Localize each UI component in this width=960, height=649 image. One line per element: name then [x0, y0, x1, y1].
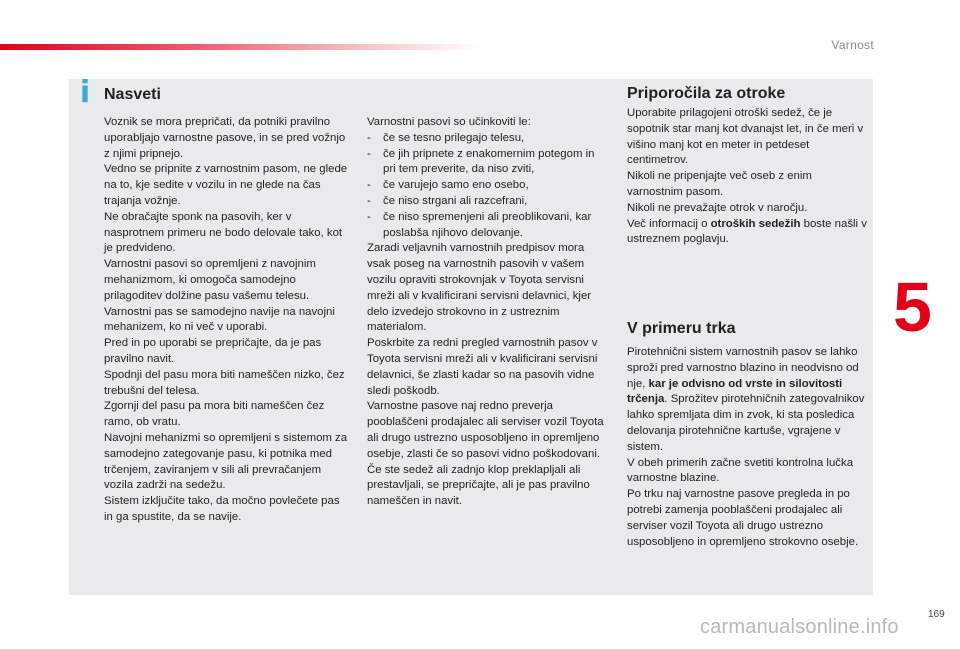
- chapter-number: 5: [893, 268, 932, 346]
- paragraph: Navojni mehanizmi so opremljeni s sistemom za samodejno zategovanje pasu, ki potnika med trčenjem, zaviranjem v sili ali prevračanjem vozila zadrži na sedežu.: [104, 431, 348, 492]
- paragraph: Spodnji del pasu mora biti nameščen nizko, čez trebušni del telesa.: [104, 368, 345, 397]
- paragraph: V obeh primerih začne svetiti kontrolna lučka varnostne blazine.: [627, 456, 854, 485]
- paragraph: [627, 345, 871, 456]
- paragraph: Ne obračajte sponk na pasovih, ker v nasprotnem primeru ne bodo delovale tako, kot je predvideno.: [104, 210, 343, 255]
- reference-link-otroski-sedezi: otroških sedežih: [710, 217, 801, 230]
- paragraph-text: Pirotehnični sistem varnostnih pasov se lahko sproži pred varnostno blazino in neodvisno od nje,: [627, 346, 859, 390]
- heading-nasveti: Nasveti: [104, 86, 161, 103]
- list-dash: -: [367, 179, 371, 192]
- paragraph: Poskrbite za redni pregled varnostnih pasov v Toyota servisni mreži ali v kvalificirani servisni delavnici, še zlasti kadar so na pasovih vidne sledi poškodb.: [367, 337, 598, 397]
- list-item: [367, 210, 607, 242]
- list-item: [367, 131, 607, 147]
- list-item-text: če niso strgani ali razcefrani,: [383, 194, 528, 207]
- header-accent-bar: [0, 44, 480, 50]
- nasveti-column-1: [104, 115, 350, 526]
- list-dash: -: [367, 131, 371, 144]
- otroke-column: [627, 106, 867, 248]
- paragraph: Varnostni pasovi so opremljeni z navojnim mehanizmom, ki omogoča samodejno prilagoditev dolžine pasu vašemu telesu.: [104, 258, 316, 302]
- reference-text: boste našli v ustreznem poglavju.: [627, 217, 867, 246]
- list-item-text: če se tesno prilegajo telesu,: [383, 131, 525, 144]
- paragraph-text: . Sprožitev pirotehničnih zategovalnikov lahko spremljata dim in zvok, ki sta posledica delovanja pirotehnične kartuše, vgrajene v sistem.: [627, 393, 865, 453]
- section-title: Varnost: [831, 38, 874, 52]
- nasveti-column-2: [367, 115, 607, 510]
- page-number: 169: [928, 609, 945, 620]
- list-intro: Varnostni pasovi so učinkoviti le:: [367, 116, 531, 128]
- paragraph: Vedno se pripnite z varnostnim pasom, ne glede na to, kje sedite v vozilu in ne glede na čas trajanja vožnje.: [104, 163, 348, 207]
- reference-text: Več informacij o: [627, 217, 711, 230]
- list-dash: -: [367, 194, 371, 207]
- paragraph: Uporabite prilagojeni otroški sedež, če je sopotnik star manj kot dvanajst let, in če meri v višino manj kot en meter in petdeset centimetrov.: [627, 107, 864, 167]
- list-item-text: če varujejo samo eno osebo,: [383, 179, 529, 192]
- watermark: carmanualsonline.info: [700, 616, 899, 638]
- paragraph: Sistem izključite tako, da močno povlečete pas in ga spustite, da se navije.: [104, 495, 340, 523]
- list-item: [367, 194, 607, 210]
- paragraph: Voznik se mora prepričati, da potniki pravilno uporabljajo varnostne pasove, in se pred vožnjo z njimi pripnejo.: [104, 116, 346, 160]
- list-item-text: če jih pripnete z enakomernim potegom in pri tem preverite, da niso zviti,: [383, 147, 595, 176]
- heading-priporocila-za-otroke: Priporočila za otroke: [627, 85, 786, 102]
- reference-paragraph: [627, 217, 867, 249]
- paragraph: Varnostni pas se samodejno navije na navojni mehanizem, ko ni več v uporabi.: [104, 305, 335, 334]
- list-item: [367, 147, 607, 179]
- list-item-text: če niso spremenjeni ali preoblikovani, kar poslabša njihovo delovanje.: [383, 210, 592, 239]
- heading-v-primeru-trka: V primeru trka: [627, 320, 736, 337]
- paragraph: Pred in po uporabi se prepričajte, da je pas pravilno navit.: [104, 337, 322, 365]
- paragraph: Nikoli ne prevažajte otrok v naročju.: [627, 201, 808, 214]
- emphasis-text: kar je odvisno od vrste in silovitosti trčenja: [627, 377, 843, 406]
- trka-column: [627, 345, 871, 550]
- list-dash: -: [367, 210, 371, 223]
- paragraph: Nikoli ne pripenjajte več oseb z enim varnostnim pasom.: [627, 170, 812, 198]
- paragraph: Po trku naj varnostne pasove pregleda in po potrebi zamenja pooblaščeni prodajalec ali serviser vozil Toyota ali drugo ustrezno usposobljeno in opremljeno strokovno osebje.: [627, 488, 859, 548]
- paragraph: Zgornji del pasu pa mora biti nameščen čez ramo, ob vratu.: [104, 400, 325, 429]
- list-dash: -: [367, 147, 371, 160]
- paragraph: Varnostne pasove naj redno preverja pooblaščeni prodajalec ali serviser vozil Toyota ali drugo ustrezno usposobljeno in opremljeno osebje, zlasti če so pasovi vidno poškodovani.: [367, 400, 604, 460]
- paragraph: Zaradi veljavnih varnostnih predpisov mora vsak poseg na varnostnih pasovih v vašem vozilu opraviti strokovnjak v Toyota servisni mreži ali v kvalificirani servisni delavnici, kjer delo izvedejo strokovno in z ustreznim materialom.: [367, 242, 592, 334]
- list-item: [367, 178, 607, 194]
- paragraph: Če ste sedež ali zadnjo klop preklapljali ali prestavljali, se prepričajte, ali je pas pravilno nameščen in navit.: [367, 463, 590, 508]
- info-icon: i: [79, 75, 91, 110]
